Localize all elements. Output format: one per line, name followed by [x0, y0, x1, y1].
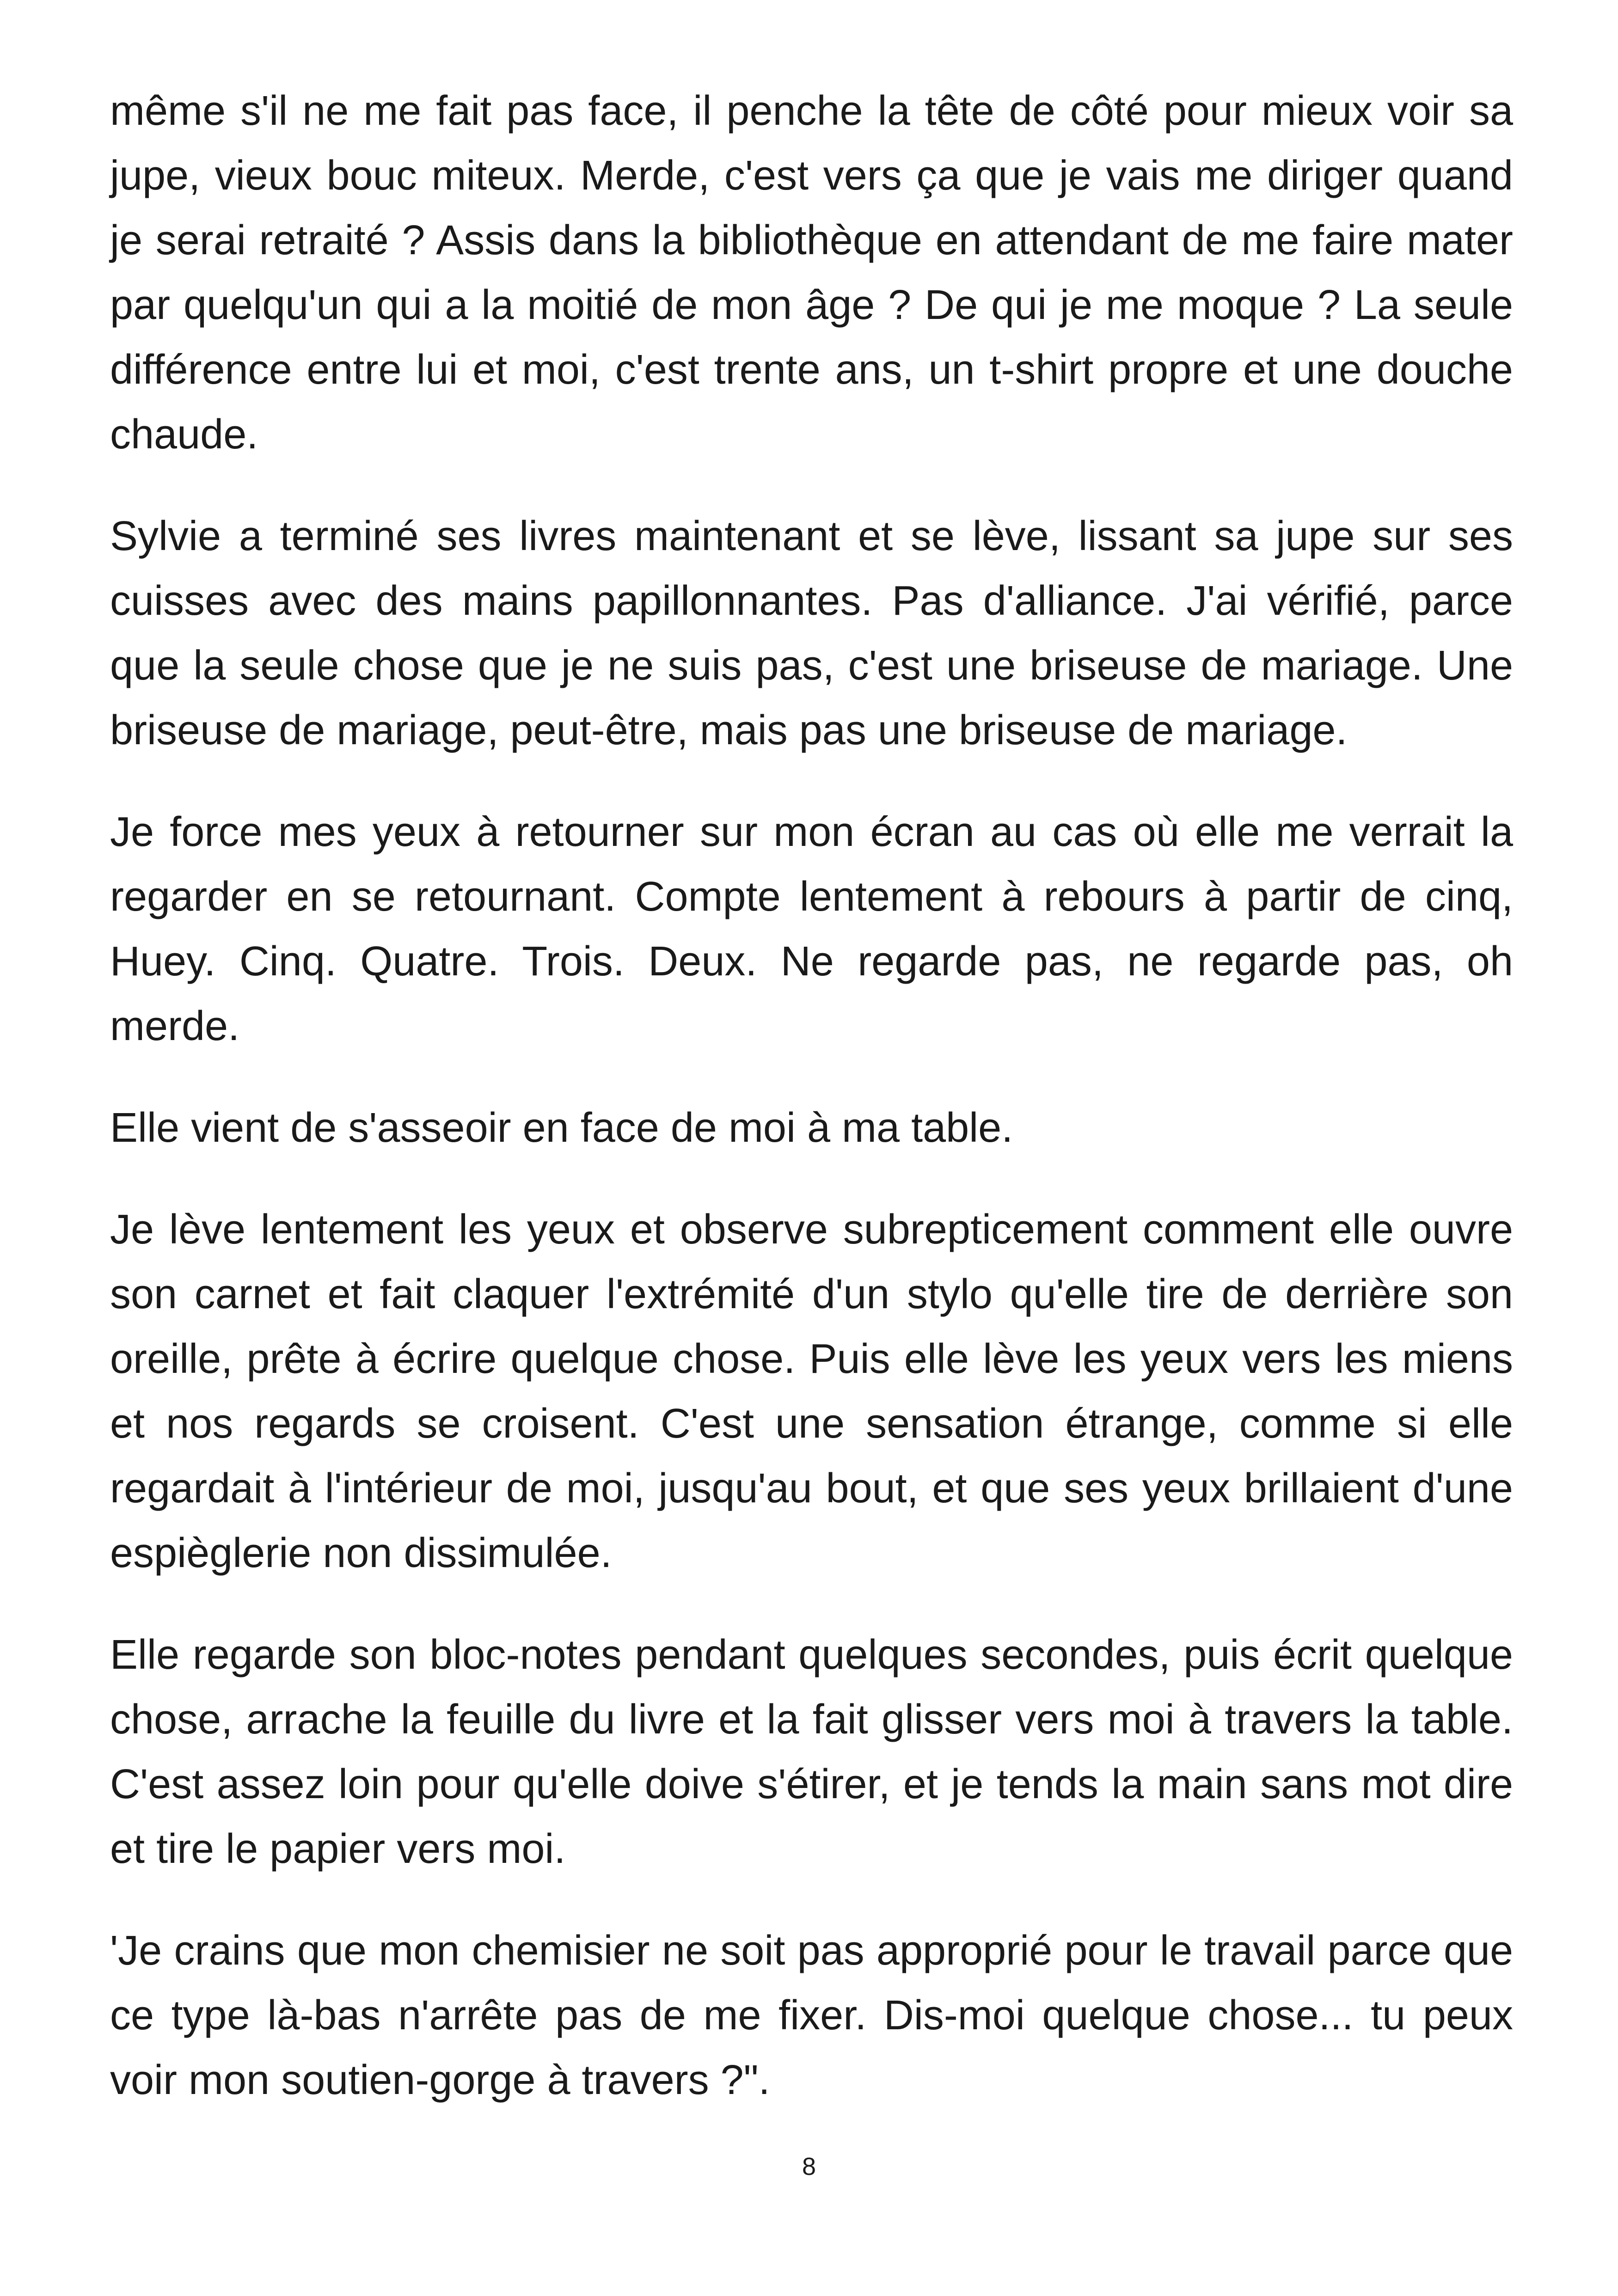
page-number: 8 [802, 2153, 816, 2180]
paragraph: même s'il ne me fait pas face, il penche la tête de côté pour mieux voir sa jupe, vieux bouc miteux. Merde, c'est vers ça que je vais me diriger quand je serai retraité ? Assis dans la bibliothèque en attendant de me faire mater par quelqu'un qui a la moitié de mon âge ? De qui je me moque ? La seule différence entre lui et moi, c'est trente ans, un t-shirt propre et une douche chaude. [110, 88, 1513, 458]
paragraph: 'Je crains que mon chemisier ne soit pas approprié pour le travail parce que ce type là-bas n'arrête pas de me fixer. Dis-moi quelque chose... tu peux voir mon soutien-gorge à travers ?". [110, 1928, 1513, 2103]
paragraph: Je force mes yeux à retourner sur mon écran au cas où elle me verrait la regarder en se retournant. Compte lentement à rebours à partir de cinq, Huey. Cinq. Quatre. Trois. Deux. Ne regarde pas, ne regarde pas, oh merde. [110, 809, 1513, 1049]
paragraph: Elle regarde son bloc-notes pendant quelques secondes, puis écrit quelque chose, arrache la feuille du livre et la fait glisser vers moi à travers la table. C'est assez loin pour qu'elle doive s'étirer, et je tends la main sans mot dire et tire le papier vers moi. [110, 1632, 1513, 1872]
body-text [110, 79, 1513, 2112]
paragraph: Sylvie a terminé ses livres maintenant et se lève, lissant sa jupe sur ses cuisses avec des mains papillonnantes. Pas d'alliance. J'ai vérifié, parce que la seule chose que je ne suis pas, c'est une briseuse de mariage. Une briseuse de mariage, peut-être, mais pas une briseuse de mariage. [110, 513, 1513, 753]
paragraph: Elle vient de s'asseoir en face de moi à ma table. [110, 1105, 1013, 1151]
paragraph: Je lève lentement les yeux et observe subrepticement comment elle ouvre son carnet et fait claquer l'extrémité d'un stylo qu'elle tire de derrière son oreille, prête à écrire quelque chose. Puis elle lève les yeux vers les miens et nos regards se croisent. C'est une sensation étrange, comme si elle regardait à l'intérieur de moi, jusqu'au bout, et que ses yeux brillaient d'une espièglerie non dissimulée. [110, 1206, 1513, 1576]
